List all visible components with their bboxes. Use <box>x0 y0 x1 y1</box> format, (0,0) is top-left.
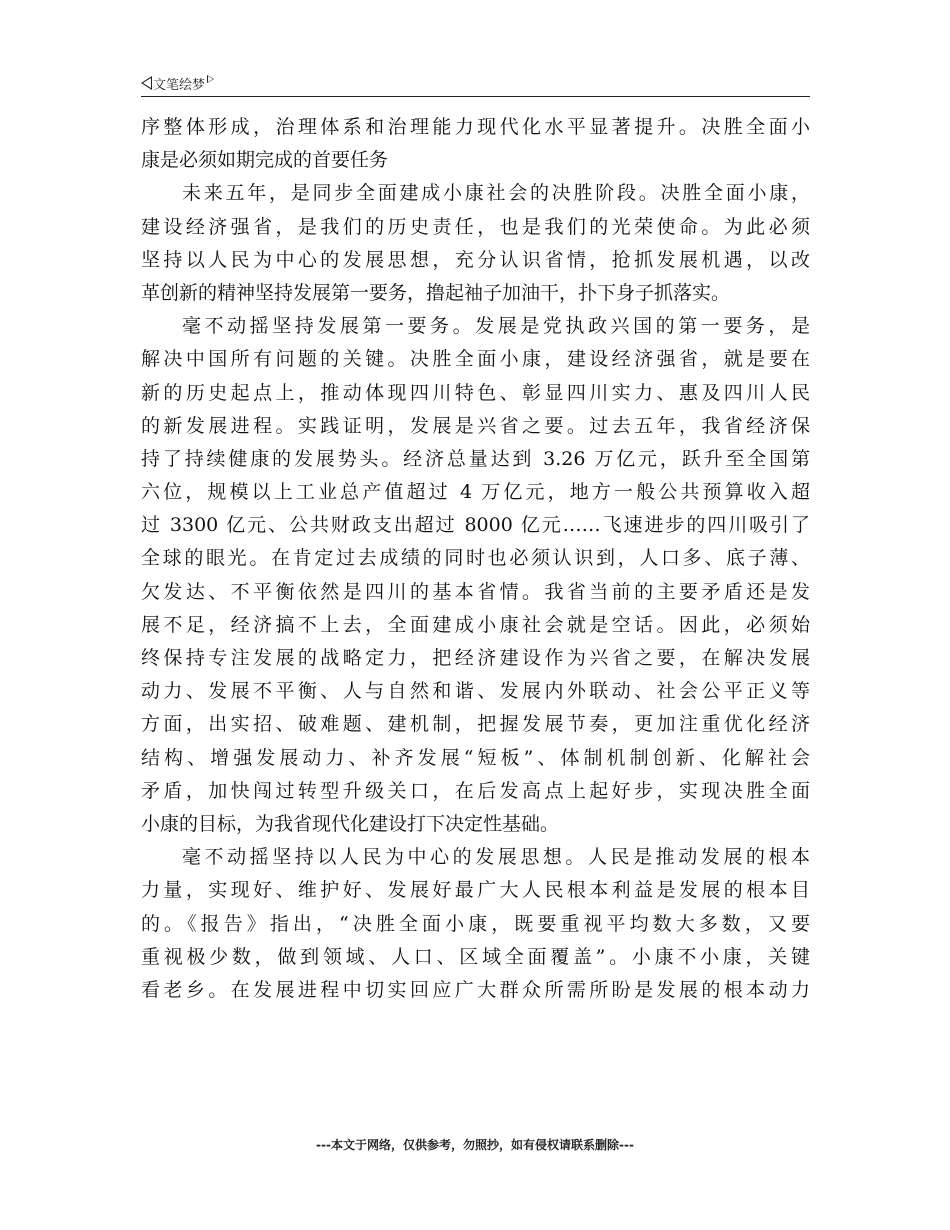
triangle-right-icon <box>207 75 214 83</box>
page-footer: ---本文于网络，仅供参考，勿照抄，如有侵权请联系删除--- <box>316 1138 634 1152</box>
text-line: 小康的目标，为我省现代化建设打下决定性基础。 <box>141 812 560 835</box>
text-line: 毫不动摇坚持发展第一要务。发展是党执政兴国的第一要务，是 <box>182 315 810 338</box>
text-line: 六位，规模以上工业总产值超过 4 万亿元，地方一般公共预算收入超 <box>141 481 810 504</box>
text-line: 康是必须如期完成的首要任务 <box>141 149 389 172</box>
text-line: 未来五年，是同步全面建成小康社会的决胜阶段。决胜全面小康， <box>182 182 810 205</box>
text-line: 看老乡。在发展进程中切实回应广大群众所需所盼是发展的根本动力 <box>141 978 810 1001</box>
page-header <box>141 72 810 97</box>
text-line: 解决中国所有问题的关键。决胜全面小康，建设经济强省，就是要在 <box>141 348 810 371</box>
text-line: 革创新的精神坚持发展第一要务，撸起袖子加油干，扑下身子抓落实。 <box>141 281 731 304</box>
text-line: 力量，实现好、维护好、发展好最广大人民根本利益是发展的根本目 <box>141 879 810 902</box>
header-title: 文笔绘梦 <box>153 77 206 93</box>
text-line: 欠发达、不平衡依然是四川的基本省情。我省当前的主要矛盾还是发 <box>141 580 810 603</box>
text-line: 展不足，经济搞不上去，全面建成小康社会就是空话。因此，必须始 <box>141 613 810 636</box>
text-line: 终保持专注发展的战略定力，把经济建设作为兴省之要，在解决发展 <box>141 647 810 669</box>
document-body <box>141 111 810 1007</box>
text-line: 持了持续健康的发展势头。经济总量达到 3.26 万亿元，跃升至全国第 <box>141 447 810 470</box>
text-line: 过 3300 亿元、公共财政支出超过 8000 亿元……飞速进步的四川吸引了 <box>141 514 810 537</box>
triangle-left-icon <box>141 76 152 90</box>
text-line: 的。《报告》指出，“决胜全面小康，既要重视平均数大多数，又要 <box>141 912 810 935</box>
text-line: 建设经济强省，是我们的历史责任，也是我们的光荣使命。为此必须 <box>141 215 810 238</box>
text-line: 动力、发展不平衡、人与自然和谐、发展内外联动、社会公平正义等 <box>141 680 810 703</box>
text-line: 序整体形成，治理体系和治理能力现代化水平显著提升。决胜全面小 <box>141 116 810 138</box>
text-line: 的新发展进程。实践证明，发展是兴省之要。过去五年，我省经济保 <box>141 414 810 437</box>
header-brand <box>141 72 214 94</box>
text-line: 坚持以人民为中心的发展思想，充分认识省情，抢抓发展机遇，以改 <box>141 248 810 271</box>
text-line: 新的历史起点上，推动体现四川特色、彰显四川实力、惠及四川人民 <box>141 381 810 404</box>
text-line: 毫不动摇坚持以人民为中心的发展思想。人民是推动发展的根本 <box>182 846 810 869</box>
text-line: 重视极少数，做到领域、人口、区域全面覆盖”。小康不小康，关键 <box>141 945 810 968</box>
text-line: 矛盾，加快闯过转型升级关口，在后发高点上起好步，实现决胜全面 <box>141 779 810 802</box>
text-line: 全球的眼光。在肯定过去成绩的同时也必须认识到，人口多、底子薄、 <box>141 547 810 570</box>
text-line: 方面，出实招、破难题、建机制，把握发展节奏，更加注重优化经济 <box>141 713 810 736</box>
text-line: 结构、增强发展动力、补齐发展“短板”、体制机制创新、化解社会 <box>141 746 810 769</box>
